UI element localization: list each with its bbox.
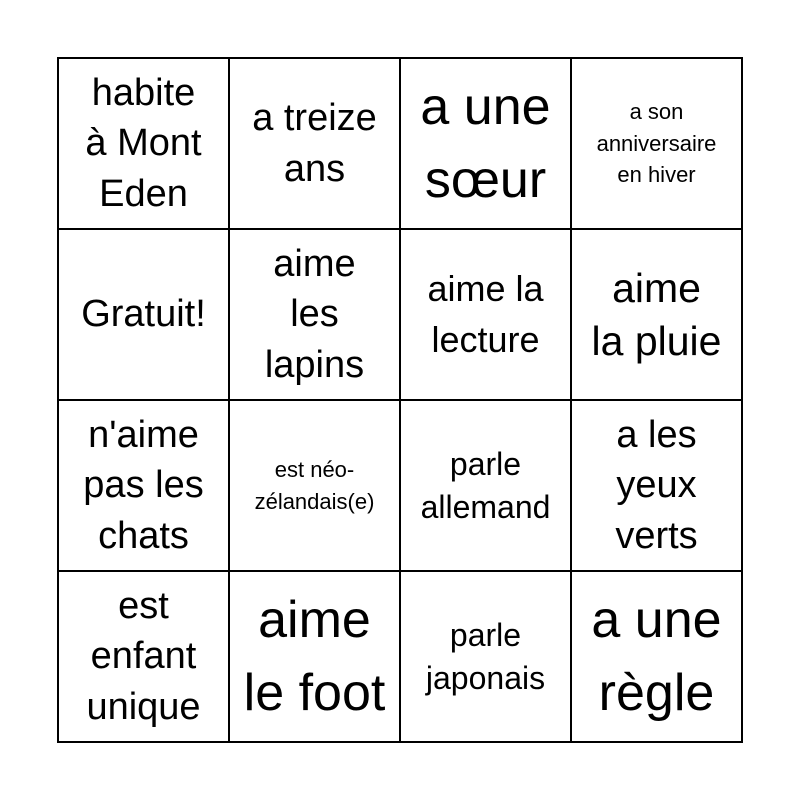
cell-text: parle japonais [425,616,546,696]
cell-text: aime les lapins [264,242,365,386]
bingo-cell[interactable] [572,59,743,230]
cell-text: aime la pluie [591,265,722,364]
cell-text: est néo- zélandais(e) [254,456,375,514]
bingo-cell[interactable] [230,230,401,401]
bingo-cell[interactable] [59,401,230,572]
bingo-cell[interactable] [572,230,743,401]
bingo-cell[interactable] [401,59,572,230]
bingo-cell[interactable] [230,572,401,743]
cell-text: a les yeux verts [615,413,698,557]
bingo-cell[interactable] [230,59,401,230]
cell-text: aime le foot [243,590,386,722]
bingo-cell[interactable] [59,59,230,230]
bingo-cell[interactable] [401,401,572,572]
cell-text: est enfant unique [86,584,201,728]
bingo-cell[interactable] [572,401,743,572]
cell-text: parle allemand [420,445,551,525]
bingo-cell[interactable] [401,572,572,743]
cell-text: n'aime pas les chats [83,413,204,557]
cell-text: a une sœur [420,77,551,209]
cell-text: a son anniversaire en hiver [596,98,717,188]
bingo-cell[interactable] [230,401,401,572]
bingo-cell[interactable] [572,572,743,743]
bingo-board [57,57,743,743]
cell-text: Gratuit! [81,293,206,336]
cell-text: a une règle [591,590,722,722]
bingo-cell-free[interactable] [59,230,230,401]
bingo-cell[interactable] [401,230,572,401]
bingo-cell[interactable] [59,572,230,743]
cell-text: a treize ans [252,96,377,190]
cell-text: aime la lecture [427,268,544,360]
cell-text: habite à Mont Eden [85,71,202,215]
